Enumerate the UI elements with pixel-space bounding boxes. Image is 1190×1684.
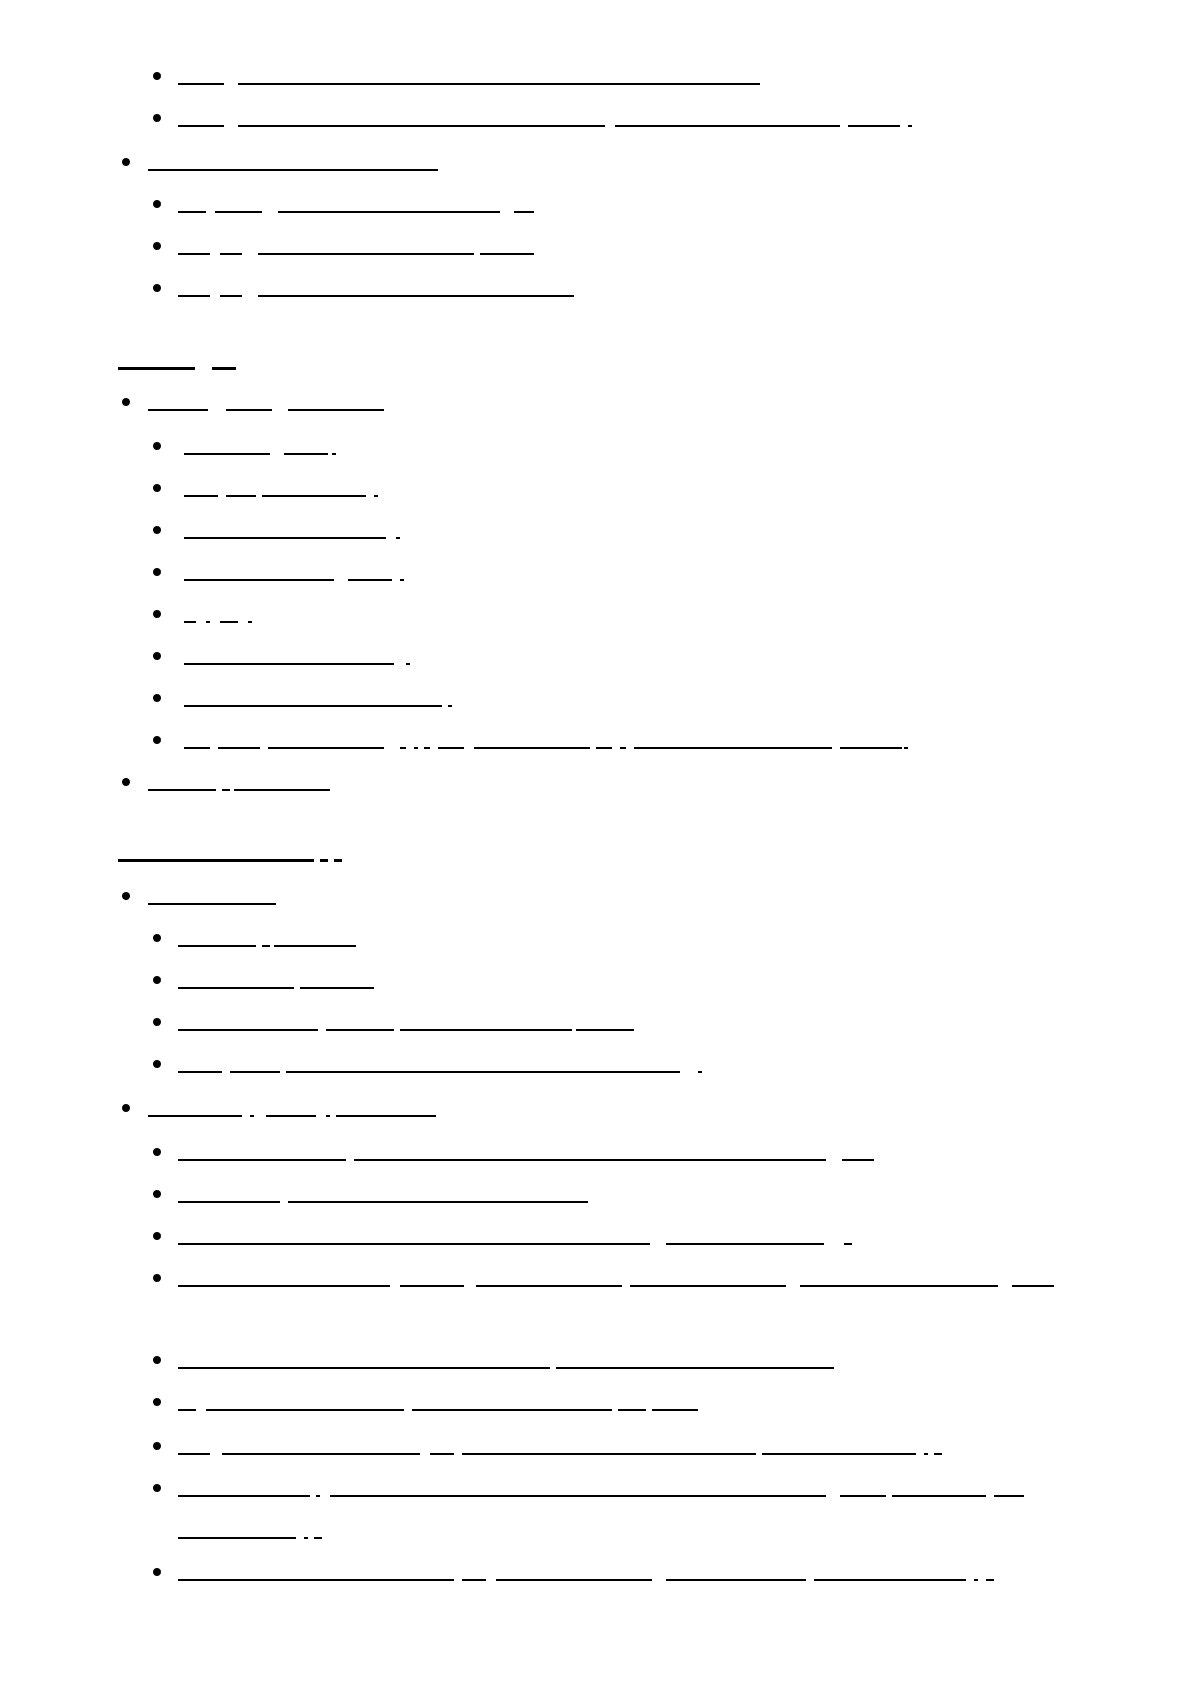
link-segment[interactable] (666, 1579, 806, 1581)
link-segment[interactable] (634, 747, 832, 749)
link-segment[interactable] (278, 211, 500, 213)
link-segment[interactable] (286, 1071, 680, 1073)
link-segment[interactable] (266, 1115, 316, 1117)
link-segment[interactable] (576, 1029, 634, 1031)
bullet-icon (153, 1018, 161, 1026)
link-segment[interactable] (844, 1243, 852, 1245)
link-segment[interactable] (400, 747, 406, 749)
link-segment[interactable] (462, 1453, 756, 1455)
bullet-icon (153, 242, 161, 250)
link-segment[interactable] (178, 83, 224, 85)
link-segment[interactable] (514, 211, 534, 213)
link-segment[interactable] (178, 295, 210, 297)
link-segment[interactable] (248, 621, 252, 623)
heading-link-segment[interactable] (334, 859, 342, 862)
bullet-icon (122, 398, 130, 406)
link-segment[interactable] (222, 1453, 420, 1455)
link-segment[interactable] (178, 125, 224, 127)
link-segment[interactable] (596, 747, 612, 749)
link-segment[interactable] (412, 1409, 612, 1411)
heading-link-segment[interactable] (320, 859, 328, 862)
bullet-icon (153, 1190, 161, 1198)
link-segment[interactable] (314, 1537, 322, 1539)
link-segment[interactable] (438, 747, 464, 749)
link-segment[interactable] (184, 495, 218, 497)
bullet-icon (153, 652, 161, 660)
link-segment[interactable] (268, 747, 384, 749)
link-segment[interactable] (300, 987, 374, 989)
link-segment[interactable] (178, 1159, 346, 1161)
link-segment[interactable] (238, 125, 605, 127)
heading-link-segment[interactable] (118, 367, 195, 370)
bullet-icon (153, 526, 161, 534)
link-segment[interactable] (262, 495, 366, 497)
link-segment[interactable] (848, 125, 900, 127)
link-segment[interactable] (424, 747, 430, 749)
link-segment[interactable] (332, 453, 336, 455)
bullet-icon (153, 976, 161, 984)
link-segment[interactable] (262, 945, 270, 947)
link-segment[interactable] (178, 1495, 310, 1497)
link-segment[interactable] (234, 789, 330, 791)
link-segment[interactable] (178, 1367, 550, 1369)
link-segment[interactable] (178, 1285, 390, 1287)
link-segment[interactable] (400, 579, 404, 581)
link-segment[interactable] (615, 125, 840, 127)
link-segment[interactable] (400, 1285, 464, 1287)
link-segment[interactable] (476, 1285, 622, 1287)
link-segment[interactable] (892, 1495, 986, 1497)
link-segment[interactable] (178, 1579, 454, 1581)
bullet-icon (153, 1442, 161, 1450)
link-segment[interactable] (178, 1071, 222, 1073)
link-segment[interactable] (924, 1453, 928, 1455)
link-segment[interactable] (178, 211, 206, 213)
link-segment[interactable] (330, 1495, 826, 1497)
link-segment[interactable] (250, 1115, 254, 1117)
link-segment[interactable] (288, 409, 384, 411)
link-segment[interactable] (184, 663, 394, 665)
link-segment[interactable] (414, 747, 418, 749)
link-segment[interactable] (226, 495, 256, 497)
link-segment[interactable] (184, 705, 442, 707)
link-segment[interactable] (274, 945, 356, 947)
link-segment[interactable] (206, 621, 210, 623)
link-segment[interactable] (258, 295, 574, 297)
link-segment[interactable] (184, 747, 210, 749)
link-segment[interactable] (184, 579, 334, 581)
link-segment[interactable] (474, 747, 590, 749)
bullet-icon (153, 1274, 161, 1282)
link-segment[interactable] (206, 1409, 404, 1411)
bullet-icon (153, 442, 161, 450)
bullet-icon (153, 934, 161, 942)
link-segment[interactable] (406, 663, 410, 665)
link-segment[interactable] (842, 1159, 874, 1161)
link-segment[interactable] (178, 1453, 210, 1455)
link-segment[interactable] (630, 1285, 786, 1287)
bullet-icon (153, 1568, 161, 1576)
link-segment[interactable] (178, 1409, 196, 1411)
link-segment[interactable] (288, 1201, 588, 1203)
heading-link-segment[interactable] (212, 367, 236, 370)
link-segment[interactable] (348, 579, 392, 581)
bullet-icon (122, 892, 130, 900)
link-segment[interactable] (800, 1285, 998, 1287)
link-segment[interactable] (148, 789, 216, 791)
bullet-icon (153, 568, 161, 576)
link-segment[interactable] (974, 1579, 978, 1581)
bullet-icon (153, 72, 161, 80)
bullet-icon (153, 1484, 161, 1492)
link-segment[interactable] (620, 747, 626, 749)
bullet-icon (153, 114, 161, 122)
link-segment[interactable] (354, 1159, 826, 1161)
link-segment[interactable] (430, 1453, 454, 1455)
link-segment[interactable] (336, 1115, 436, 1117)
bullet-icon (153, 1356, 161, 1364)
bullet-icon (122, 158, 130, 166)
link-segment[interactable] (762, 1453, 916, 1455)
link-segment[interactable] (934, 1453, 942, 1455)
link-segment[interactable] (652, 1409, 698, 1411)
link-segment[interactable] (556, 1367, 834, 1369)
link-segment[interactable] (222, 789, 230, 791)
link-segment[interactable] (178, 987, 294, 989)
link-segment[interactable] (184, 537, 386, 539)
link-segment[interactable] (326, 1029, 394, 1031)
link-segment[interactable] (840, 1495, 886, 1497)
link-segment[interactable] (230, 1071, 280, 1073)
bullet-icon (153, 694, 161, 702)
link-segment[interactable] (374, 495, 378, 497)
bullet-icon (153, 1060, 161, 1068)
link-segment[interactable] (496, 1579, 652, 1581)
link-segment[interactable] (178, 1029, 318, 1031)
link-segment[interactable] (480, 253, 534, 255)
link-segment[interactable] (226, 409, 272, 411)
bullet-icon (153, 284, 161, 292)
link-segment[interactable] (184, 453, 270, 455)
link-segment[interactable] (462, 1579, 486, 1581)
bullet-icon (153, 1398, 161, 1406)
link-segment[interactable] (304, 1537, 308, 1539)
link-segment[interactable] (184, 621, 196, 623)
link-segment[interactable] (148, 409, 208, 411)
link-segment[interactable] (986, 1579, 994, 1581)
bullet-icon (122, 778, 130, 786)
link-segment[interactable] (908, 125, 912, 127)
link-segment[interactable] (666, 1243, 824, 1245)
bullet-icon (153, 1148, 161, 1156)
bullet-icon (122, 1104, 130, 1112)
bullet-icon (153, 200, 161, 208)
link-segment[interactable] (698, 1071, 702, 1073)
link-segment[interactable] (218, 747, 260, 749)
link-segment[interactable] (238, 83, 760, 85)
link-segment[interactable] (148, 169, 438, 171)
link-segment[interactable] (178, 1243, 650, 1245)
link-segment[interactable] (904, 747, 908, 749)
link-segment[interactable] (148, 903, 276, 905)
link-segment[interactable] (448, 705, 452, 707)
link-segment[interactable] (220, 295, 242, 297)
link-segment[interactable] (1012, 1285, 1054, 1287)
link-segment[interactable] (215, 211, 262, 213)
link-segment[interactable] (178, 253, 210, 255)
link-segment[interactable] (178, 945, 256, 947)
link-segment[interactable] (258, 253, 474, 255)
link-segment[interactable] (400, 1029, 572, 1031)
link-segment[interactable] (284, 453, 328, 455)
bullet-icon (153, 1232, 161, 1240)
link-segment[interactable] (148, 1115, 242, 1117)
link-segment[interactable] (618, 1409, 646, 1411)
link-segment[interactable] (840, 747, 902, 749)
link-segment[interactable] (316, 1495, 320, 1497)
link-segment[interactable] (178, 1537, 296, 1539)
link-segment[interactable] (814, 1579, 966, 1581)
link-segment[interactable] (326, 1115, 330, 1117)
link-segment[interactable] (396, 537, 400, 539)
bullet-icon (153, 610, 161, 618)
link-segment[interactable] (994, 1495, 1024, 1497)
link-segment[interactable] (220, 253, 242, 255)
bullet-icon (153, 484, 161, 492)
link-segment[interactable] (220, 621, 238, 623)
heading-link-segment[interactable] (118, 859, 314, 862)
link-segment[interactable] (178, 1201, 280, 1203)
bullet-icon (153, 736, 161, 744)
